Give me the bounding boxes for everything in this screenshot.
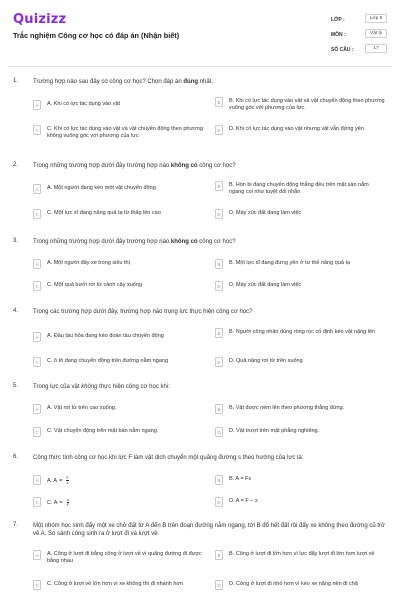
option-a[interactable]: A A. Đầu tàu hỏa đang kéo đoàn tàu chuyển động bbox=[33, 333, 203, 342]
question-count-label: SỐ CÂU : bbox=[331, 47, 354, 53]
question-number: 6. bbox=[13, 454, 19, 460]
option-d[interactable]: D D. Vật trượt trên mặt phẳng nghiêng. bbox=[215, 428, 385, 437]
option-letter: C bbox=[33, 427, 41, 437]
option-a[interactable]: A A. Khi có lực tác dụng vào vật bbox=[33, 101, 203, 110]
option-c[interactable]: C C. Vật chuyển động trên mặt bàn nằm ngang. bbox=[33, 428, 203, 437]
question-text: Trong lực của vật không thực hiện công cơ học khi: bbox=[33, 384, 170, 390]
option-letter: B bbox=[215, 97, 223, 107]
option-d[interactable]: D D. A = F − s bbox=[215, 498, 385, 507]
quizizz-logo: Quizizz bbox=[13, 12, 67, 27]
option-letter: D bbox=[215, 357, 223, 367]
question-count-value: 17 bbox=[365, 44, 387, 53]
option-letter: C bbox=[33, 580, 41, 590]
question-number: 1. bbox=[13, 78, 19, 84]
option-letter: B bbox=[215, 550, 223, 560]
question-number: 2. bbox=[13, 162, 19, 168]
option-d[interactable]: D D. Khi có lực tác dụng vào vật nhưng vật vẫn đứng yên bbox=[215, 126, 385, 135]
option-c[interactable]: C C. Một lực sĩ đang nâng quả tạ từ thấp lên cao bbox=[33, 210, 203, 219]
option-letter: A bbox=[33, 404, 41, 414]
option-b[interactable]: B B. Công ở lượt đi lớn hơn vì lực đẩy lượt đi lớn hơn lượt về bbox=[215, 551, 385, 560]
option-letter: B bbox=[215, 259, 223, 269]
option-a[interactable]: A A. Vật rơi từ trên cao xuống. bbox=[33, 405, 203, 414]
fraction: $\frac{F}{s}$ bbox=[66, 475, 69, 485]
option-b[interactable]: B B. A = Fs bbox=[215, 476, 385, 485]
option-letter: D bbox=[215, 281, 223, 291]
option-letter: C bbox=[33, 281, 41, 291]
fraction: $\frac{s}{F}$ bbox=[66, 497, 70, 507]
option-c[interactable]: C C. Một quả bưởi rơi từ cành cây xuống bbox=[33, 282, 203, 291]
option-letter: C bbox=[33, 497, 41, 507]
option-letter: C bbox=[33, 125, 41, 135]
question-number: 3. bbox=[13, 238, 19, 244]
option-d[interactable]: D D. Công ở lượt đi nhỏ hơn vì kéo xe nặng nên đi chậ bbox=[215, 581, 385, 590]
option-c[interactable]: C C. Công ở lượt về lớn hơn vì xe không thì đi nhanh hơn bbox=[33, 581, 203, 590]
question-number: 4. bbox=[13, 308, 19, 314]
option-b[interactable]: B B. Vật được ném lên theo phương thẳng đứng. bbox=[215, 405, 385, 414]
question-text: Trong những trường hợp dưới đây trường hợp nào không có công cơ học? bbox=[33, 239, 236, 245]
option-letter: D bbox=[215, 209, 223, 219]
question-text: Công thức tính công cơ học khi lực F làm vật dịch chuyển một quãng đường s theo hướng của lực là: bbox=[33, 455, 304, 461]
option-letter: B bbox=[215, 475, 223, 485]
option-d[interactable]: D D. Máy xúc đất đang làm việc bbox=[215, 210, 385, 219]
option-d[interactable]: D D. Quả nặng rơi từ trên xuống bbox=[215, 358, 385, 367]
question-number: 7. bbox=[13, 522, 19, 528]
option-letter: D bbox=[215, 497, 223, 507]
option-c[interactable]: C C. Khi có lực tác dụng vào vật và vật chuyển động theo phương không vuông góc với phương của lực bbox=[33, 126, 203, 140]
subject-value: Vật lý bbox=[365, 29, 387, 38]
option-b[interactable]: B B. Người công nhân dùng ròng rọc cố định kéo vật nặng lên bbox=[215, 329, 385, 338]
option-c[interactable]: C C. A = $\frac{s}{F}$ bbox=[33, 498, 203, 507]
option-letter: D bbox=[215, 125, 223, 135]
option-letter: A bbox=[33, 550, 41, 560]
option-letter: D bbox=[215, 427, 223, 437]
option-letter: A bbox=[33, 332, 41, 342]
option-a[interactable]: A A. Một người đang kéo một vật chuyển động bbox=[33, 185, 203, 194]
option-letter: B bbox=[215, 404, 223, 414]
option-c[interactable]: C C. ô tô đang chuyển động trên đường nằm ngang bbox=[33, 358, 203, 367]
grade-value: Lớp 8 bbox=[365, 14, 387, 23]
question-text: Trường hợp nào sau đây có công cơ học? Chọn đáp án đúng nhất. bbox=[33, 79, 214, 85]
option-b[interactable]: B B. Hòn bi đang chuyển động thẳng đều trên mặt sàn nằm ngang coi như tuyệt đối nhẵn bbox=[215, 182, 385, 196]
option-letter: D bbox=[215, 580, 223, 590]
question-number: 5. bbox=[13, 383, 19, 389]
option-a[interactable]: A A. Công ở lượt đi bằng công ở lượt về vì quãng đường đi được bằng nhau bbox=[33, 551, 203, 565]
option-a[interactable]: A A. A = $\frac{F}{s}$ bbox=[33, 476, 203, 485]
option-letter: A bbox=[33, 184, 41, 194]
option-letter: C bbox=[33, 209, 41, 219]
option-a[interactable]: A A. Một người đẩy xe trong siêu thị bbox=[33, 260, 203, 269]
option-letter: A bbox=[33, 259, 41, 269]
question-text: Một nhóm học sinh đẩy một xe chở đất từ A đến B trên đoạn đường nằm ngang, tới B đổ hết đất rồi đẩy xe không theo đường cũ trở về A. So sánh công sinh ra ở lượt đi và lượt về. bbox=[33, 523, 385, 537]
worksheet-header bbox=[0, 0, 400, 66]
option-letter: A bbox=[33, 475, 41, 485]
question-text: Trong các trường hợp dưới đây, trường hợp nào trọng lực thực hiện công cơ học? bbox=[33, 309, 253, 315]
option-letter: B bbox=[215, 181, 223, 191]
option-b[interactable]: B B. Một lực sĩ đang đứng yên ở tư thế nâng quả tạ bbox=[215, 260, 385, 269]
option-d[interactable]: D D. Máy xúc đất đang làm việc bbox=[215, 282, 385, 291]
grade-label: LỚP : bbox=[331, 17, 345, 23]
option-letter: B bbox=[215, 328, 223, 338]
option-letter: A bbox=[33, 100, 41, 110]
worksheet-title: Trắc nghiệm Công cơ học có đáp án (Nhận biết) bbox=[13, 31, 180, 40]
header-divider bbox=[8, 66, 392, 67]
subject-label: MÔN : bbox=[331, 32, 346, 38]
question-text: Trong những trường hợp dưới đây trường hợp nào không có công cơ học? bbox=[33, 163, 236, 169]
option-letter: C bbox=[33, 357, 41, 367]
option-b[interactable]: B B. Khi có lực tác dụng vào vật và vật chuyển động theo phương vuông góc với phương của lực. bbox=[215, 98, 385, 112]
